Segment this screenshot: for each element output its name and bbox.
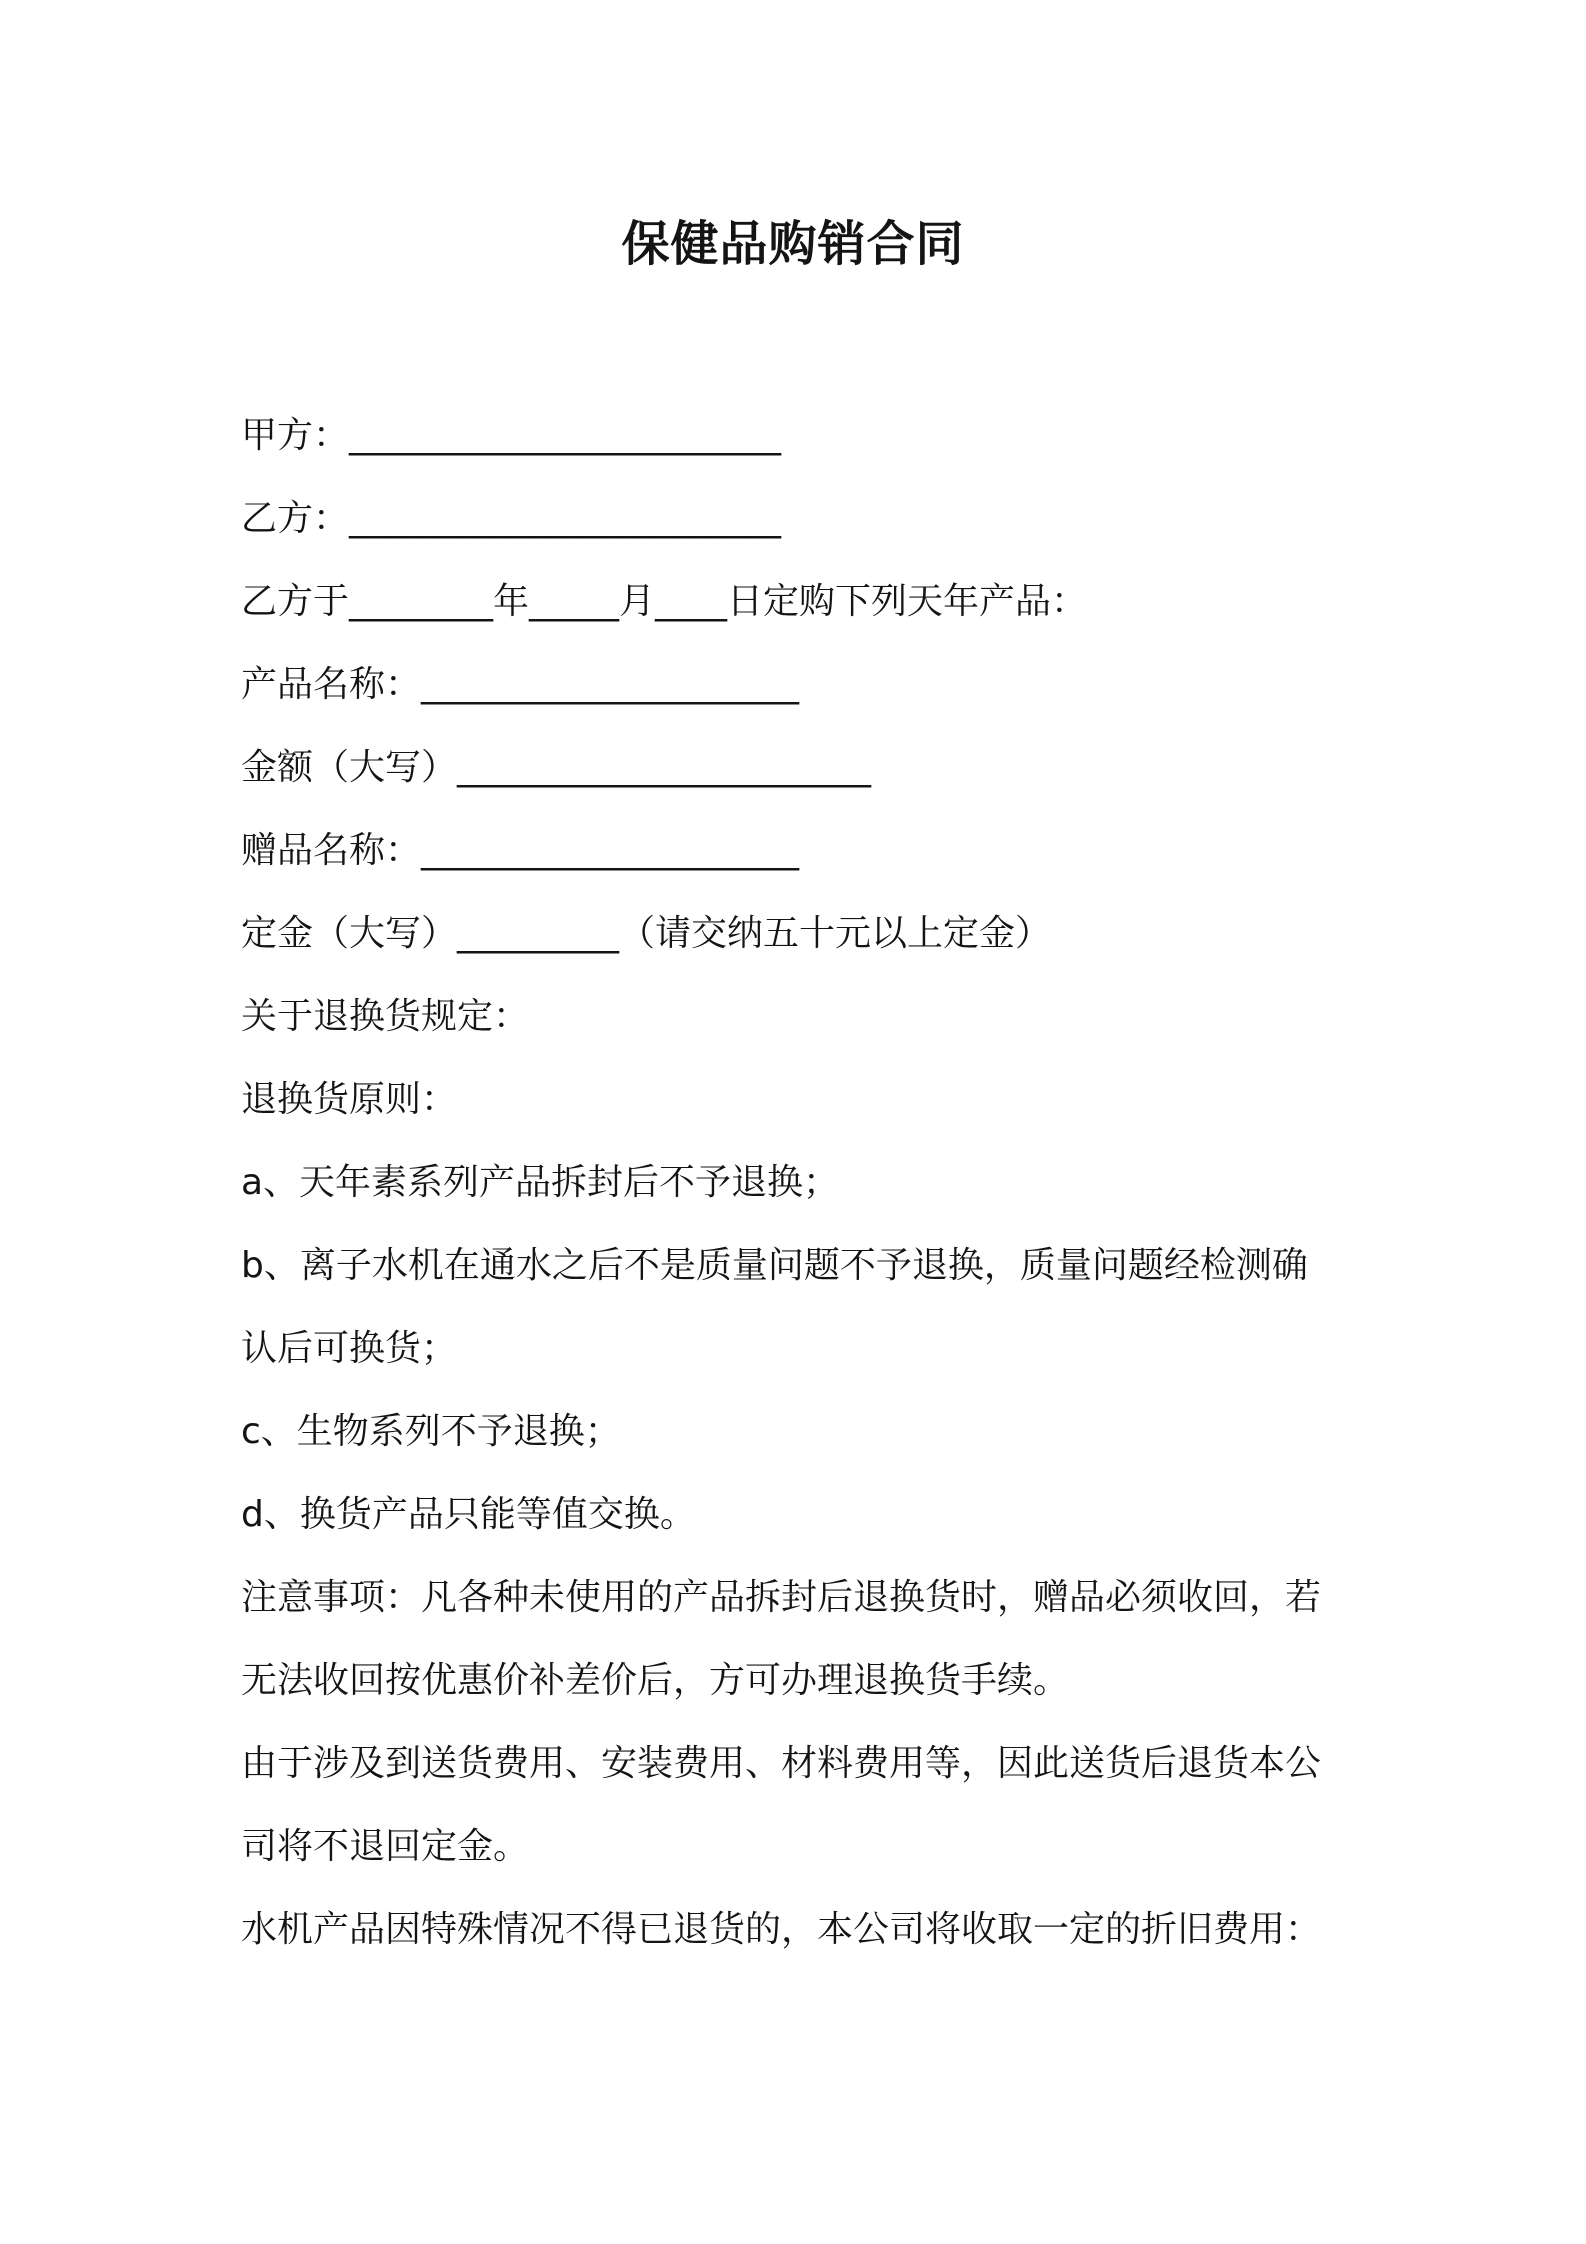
water-machine-line: 水机产品因特殊情况不得已退货的，本公司将收取一定的折旧费用： xyxy=(241,1909,1322,1950)
rule-d: d、换货产品只能等值交换。 xyxy=(241,1494,696,1535)
delivery-line2: 司将不退回定金。 xyxy=(241,1826,530,1867)
deposit-line: 定金（大写）_________（请交纳五十元以上定金） xyxy=(241,913,1052,954)
rule-c: c、生物系列不予退换； xyxy=(241,1411,621,1452)
return-rules-heading: 关于退换货规定： xyxy=(241,996,530,1037)
rule-b-line2: 认后可换货； xyxy=(241,1328,458,1369)
rule-a: a、天年素系列产品拆封后不予退换； xyxy=(241,1162,840,1203)
amount-caps-line: 金额（大写）_______________________ xyxy=(241,747,872,788)
return-principles-heading: 退换货原则： xyxy=(241,1079,458,1120)
delivery-line1: 由于涉及到送货费用、安装费用、材料费用等，因此送货后退货本公 xyxy=(241,1743,1322,1784)
product-name-line: 产品名称：_____________________ xyxy=(241,664,800,705)
order-date-line: 乙方于________年_____月____日定购下列天年产品： xyxy=(241,581,1088,622)
document-title: 保健品购销合同 xyxy=(621,216,965,272)
party-b-line: 乙方：________________________ xyxy=(241,498,782,539)
gift-name-line: 赠品名称：_____________________ xyxy=(241,830,800,871)
rule-b-line1: b、离子水机在通水之后不是质量问题不予退换，质量问题经检测确 xyxy=(241,1245,1308,1286)
party-a-line: 甲方：________________________ xyxy=(241,415,782,456)
notice-line1: 注意事项：凡各种未使用的产品拆封后退换货时，赠品必须收回，若 xyxy=(241,1577,1322,1618)
notice-line2: 无法收回按优惠价补差价后，方可办理退换货手续。 xyxy=(241,1660,1070,1701)
